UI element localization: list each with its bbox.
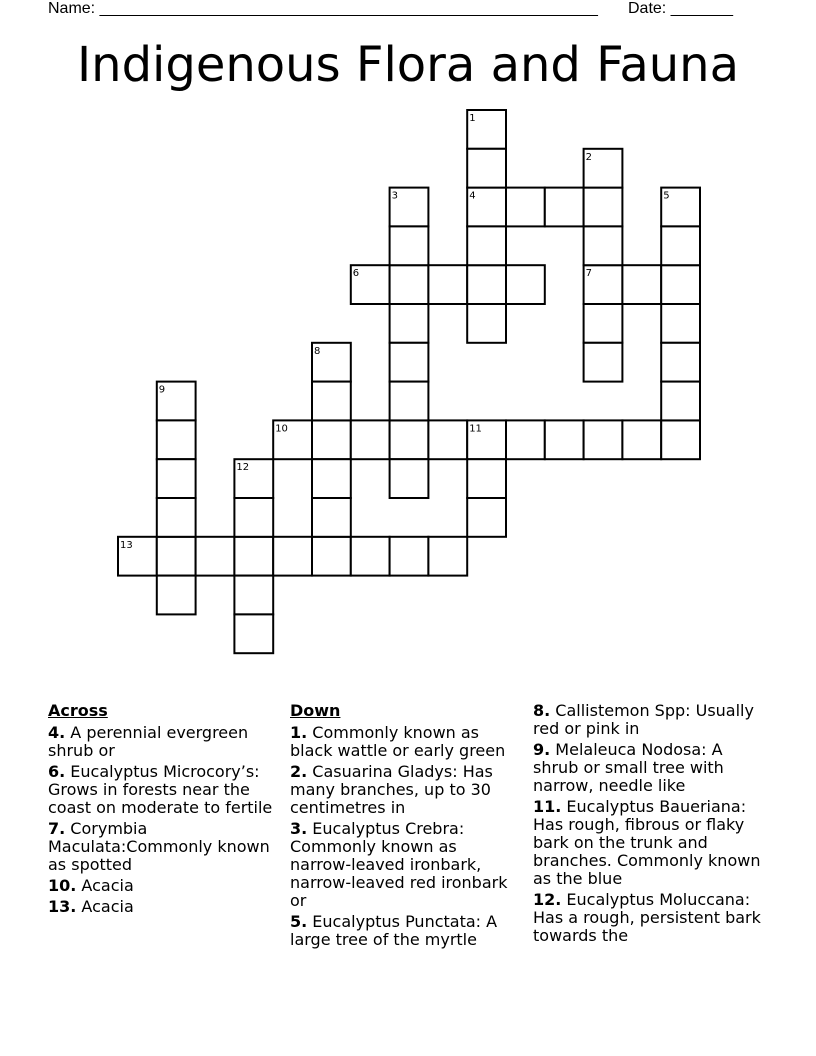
cell-number: 2 [585,151,592,163]
grid-cell[interactable] [390,265,429,304]
grid-cell[interactable] [157,537,196,576]
grid-cell[interactable] [351,420,390,459]
down-column-continued [533,702,765,948]
grid-cell[interactable] [312,382,351,421]
across-column [48,702,280,919]
grid-cell[interactable] [312,459,351,498]
cell-number: 8 [314,345,321,357]
clue-text: Melaleuca Nodosa: A shrub or small tree with narrow, needle like [533,740,724,795]
grid-cell[interactable] [312,537,351,576]
grid-cell[interactable] [234,498,273,537]
clue-item [48,724,280,760]
clue-item [48,877,280,895]
cell-number: 4 [469,190,476,202]
grid-cell[interactable] [157,498,196,537]
clue-text: Casuarina Gladys: Has many branches, up to 30 centimetres in [290,762,493,817]
grid-cell[interactable] [390,459,429,498]
grid-cell[interactable] [661,382,700,421]
clue-number: 5. [290,912,308,931]
clue-item [48,763,280,817]
clue-number: 4. [48,723,66,742]
grid-cell[interactable] [234,614,273,653]
grid-cell[interactable] [390,343,429,382]
grid-cell[interactable] [428,537,467,576]
clue-text: Corymbia Maculata:Commonly known as spotted [48,819,270,874]
cell-number: 5 [663,190,670,202]
clue-item [533,798,765,888]
down-column [290,702,522,952]
grid-cell[interactable] [584,343,623,382]
cell-number: 12 [236,462,250,474]
grid-cell[interactable] [428,420,467,459]
grid-cell[interactable] [506,265,545,304]
clue-text: Acacia [76,876,134,895]
down-heading: Down [290,701,341,720]
grid-cell[interactable] [157,459,196,498]
clue-number: 10. [48,876,77,895]
grid-cell[interactable] [545,420,584,459]
clue-text: Eucalyptus Baueriana: Has rough, fibrous or flaky bark on the trunk and branches. Commonly known as the blue [533,797,761,888]
clue-item [533,741,765,795]
clue-item [48,898,280,916]
grid-cell[interactable] [467,304,506,343]
cell-number: 6 [352,268,360,280]
grid-cell[interactable] [661,304,700,343]
grid-cell[interactable] [312,498,351,537]
cell-number: 3 [391,190,398,202]
grid-cell[interactable] [312,420,351,459]
grid-cell[interactable] [584,188,623,227]
clue-number: 12. [533,890,562,909]
grid-cell[interactable] [351,537,390,576]
clue-item [533,891,765,945]
clue-item [48,820,280,874]
page-title: Indigenous Flora and Fauna [76,37,739,93]
cell-number: 9 [158,384,166,396]
grid-cell[interactable] [584,304,623,343]
grid-cell[interactable] [467,459,506,498]
clue-number: 13. [48,897,77,916]
grid-cell[interactable] [157,420,196,459]
clue-number: 11. [533,797,562,816]
grid-cell[interactable] [506,420,545,459]
clue-number: 2. [290,762,308,781]
cell-number: 13 [120,539,133,551]
grid-cell[interactable] [661,265,700,304]
clue-text: Acacia [76,897,134,916]
clue-text: Eucalyptus Crebra: Commonly known as narrow-leaved ironbark, narrow-leaved red ironbark or [290,819,508,910]
clue-number: 6. [48,762,66,781]
grid-cell[interactable] [390,537,429,576]
across-heading: Across [48,701,108,720]
grid-cell[interactable] [661,420,700,459]
clue-item [290,913,522,949]
clue-item [533,702,765,738]
clue-text: Eucalyptus Punctata: A large tree of the myrtle [290,912,498,949]
grid-cell[interactable] [622,420,661,459]
name-field[interactable]: Name: ________________________________________________________ [48,0,598,17]
clue-number: 9. [533,740,551,759]
grid-cell[interactable] [584,226,623,265]
date-field[interactable]: Date: _______ [628,0,733,17]
grid-cell[interactable] [467,226,506,265]
grid-cell[interactable] [467,149,506,188]
grid-cell[interactable] [506,188,545,227]
grid-cell[interactable] [390,226,429,265]
clue-text: Eucalyptus Moluccana: Has a rough, persistent bark towards the [533,890,761,945]
grid-cell[interactable] [273,537,312,576]
clue-text: Commonly known as black wattle or early green [290,723,506,760]
grid-cell[interactable] [390,382,429,421]
grid-cell[interactable] [157,576,196,615]
grid-cell[interactable] [196,537,235,576]
clue-number: 1. [290,723,308,742]
grid-cell[interactable] [584,420,623,459]
cell-number: 1 [469,113,476,124]
cell-number: 10 [275,423,288,435]
grid-cell[interactable] [661,226,700,265]
clue-item [290,763,522,817]
grid-cell[interactable] [234,576,273,615]
grid-cell[interactable] [545,188,584,227]
cell-number: 7 [585,268,592,280]
clue-text: Callistemon Spp: Usually red or pink in [533,701,754,738]
clue-item [290,820,522,910]
grid-cell[interactable] [467,265,506,304]
clue-text: A perennial evergreen shrub or [48,723,249,760]
clue-number: 3. [290,819,308,838]
grid-cell[interactable] [234,537,273,576]
clue-number: 8. [533,701,551,720]
grid-cell[interactable] [390,304,429,343]
cell-number: 11 [469,423,482,435]
grid-cell[interactable] [467,498,506,537]
grid-cell[interactable] [661,343,700,382]
grid-cell[interactable] [390,420,429,459]
clue-text: Eucalyptus Microcory’s: Grows in forests near the coast on moderate to fertile [48,762,273,817]
grid-cell[interactable] [622,265,661,304]
clue-item [290,724,522,760]
clue-number: 7. [48,819,66,838]
grid-cell[interactable] [428,265,467,304]
